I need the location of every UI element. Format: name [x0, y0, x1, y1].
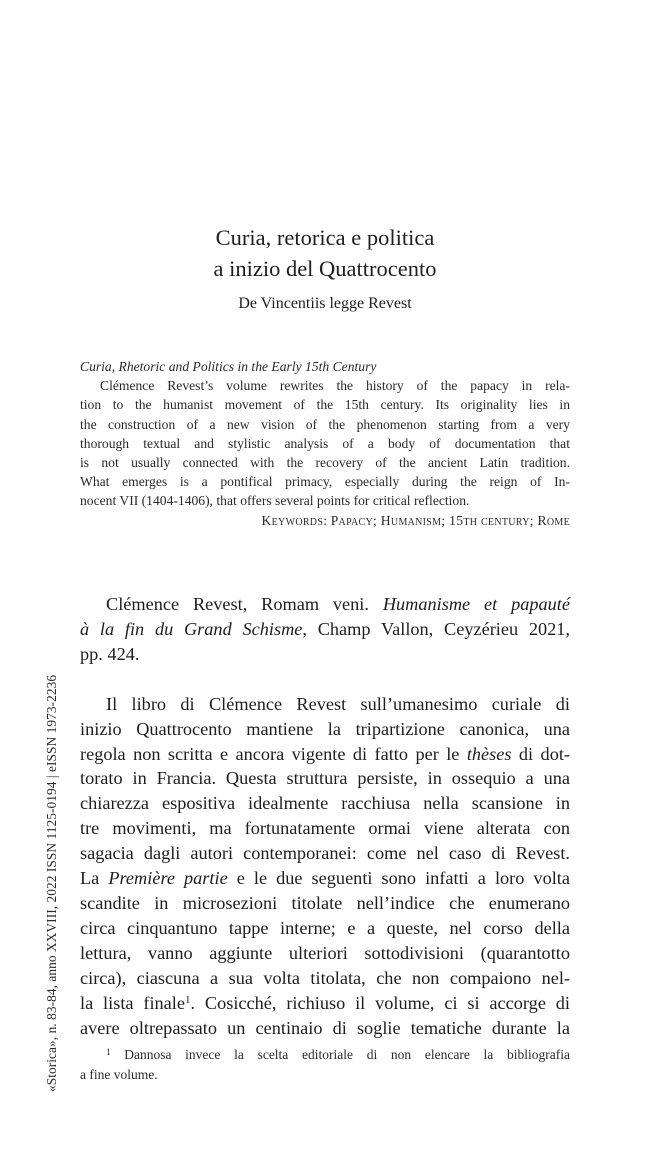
abstract-line: thorough textual and stylistic analysis of a body of documentation that [80, 435, 570, 451]
abstract-line: nocent VII (1404-1406), that offers several points for critical reflection. [80, 493, 470, 509]
paragraph-line: Il libro di Clémence Revest sull’umanesimo curiale di [106, 693, 570, 714]
keywords-list: Papacy; Humanism; 15th century; Rome [330, 512, 570, 528]
paragraph-line: chiarezza espositiva idealmente racchiusa nella scansione in [80, 793, 570, 814]
paragraph-line: lettura, vanno aggiunte ulteriori sottodivisioni (quarantotto [80, 942, 570, 963]
paragraph-line: La Première partie e le due seguenti sono infatti a loro volta [80, 868, 570, 889]
book-title: Humanisme et papauté [382, 594, 570, 614]
abstract-line: Clémence Revest’s volume rewrites the history of the papacy in rela- [100, 378, 570, 394]
book-reference: pp. 424. [80, 643, 140, 664]
abstract-title: Curia, Rhetoric and Politics in the Early 15th Century [80, 359, 377, 374]
paragraph-line: circa), ciascuna a sua volta titolata, che non compaiono nel- [80, 967, 570, 988]
paragraph-line: circa cinquantuno tappe interne; e a queste, nel corso della [80, 917, 570, 938]
keywords-label: Keywords: [261, 512, 328, 528]
paragraph-line: regola non scritta e ancora vigente di fatto per le thèses di dot- [80, 743, 570, 764]
article-subtitle: De Vincentiis legge Revest [238, 295, 412, 312]
article-title [80, 222, 570, 284]
journal-citation-sidebar: «Storica», n. 83-84, anno XXVIII, 2022 ISSN 1125-0194 | eISSN 1973-2236 [44, 674, 59, 1092]
abstract-line: What emerges is a pontifical primacy, especially during the reign of In- [80, 474, 570, 490]
paragraph-line: inizio Quattrocento mantiene la tripartizione canonica, una [80, 718, 570, 739]
abstract [80, 357, 570, 530]
title-line: a inizio del Quattrocento [213, 256, 437, 281]
paragraph-line: tre movimenti, ma fortunatamente ormai viene alterata con [80, 818, 570, 839]
paragraph-line: torato in Francia. Questa struttura persiste, in ossequio a una [80, 768, 570, 789]
paragraph-line: avere oltrepassato un centinaio di soglie tematiche durante la [80, 1017, 570, 1038]
book-reference: Clémence Revest, Romam veni. Humanisme et papauté [106, 594, 570, 614]
footnote-line: a fine volume. [80, 1066, 158, 1082]
footnote [80, 1045, 570, 1084]
abstract-line: is not usually connected with the recovery of the ancient Latin tradition. [80, 455, 570, 471]
keywords [80, 511, 570, 530]
review-body [80, 592, 570, 1040]
footnote-marker[interactable]: 1 [184, 993, 191, 1006]
footnote-line: $^1$ Dannosa invece la scelta editoriale di non elencare la bibliografia [106, 1047, 570, 1062]
abstract-line: the construction of a new vision of the phenomenon starting from a very [80, 416, 570, 432]
book-reference: à la fin du Grand Schisme, Champ Vallon, Ceyzérieu 2021, [80, 618, 571, 639]
paragraph-line: la lista finale$^1$. Cosicché, richiuso il volume, ci si accorge di [80, 992, 570, 1013]
title-line: Curia, retorica e politica [215, 225, 435, 250]
abstract-line: tion to the humanist movement of the 15th century. Its originality lies in [80, 397, 570, 413]
book-title: à la fin du Grand Schisme [80, 618, 303, 639]
paragraph-line: scandite in microsezioni titolate nell’indice che enumerano [80, 892, 570, 913]
footnote-number: 1 [106, 1047, 111, 1057]
paragraph-line: sagacia dagli autori contemporanei: come nel caso di Revest. [80, 843, 570, 864]
